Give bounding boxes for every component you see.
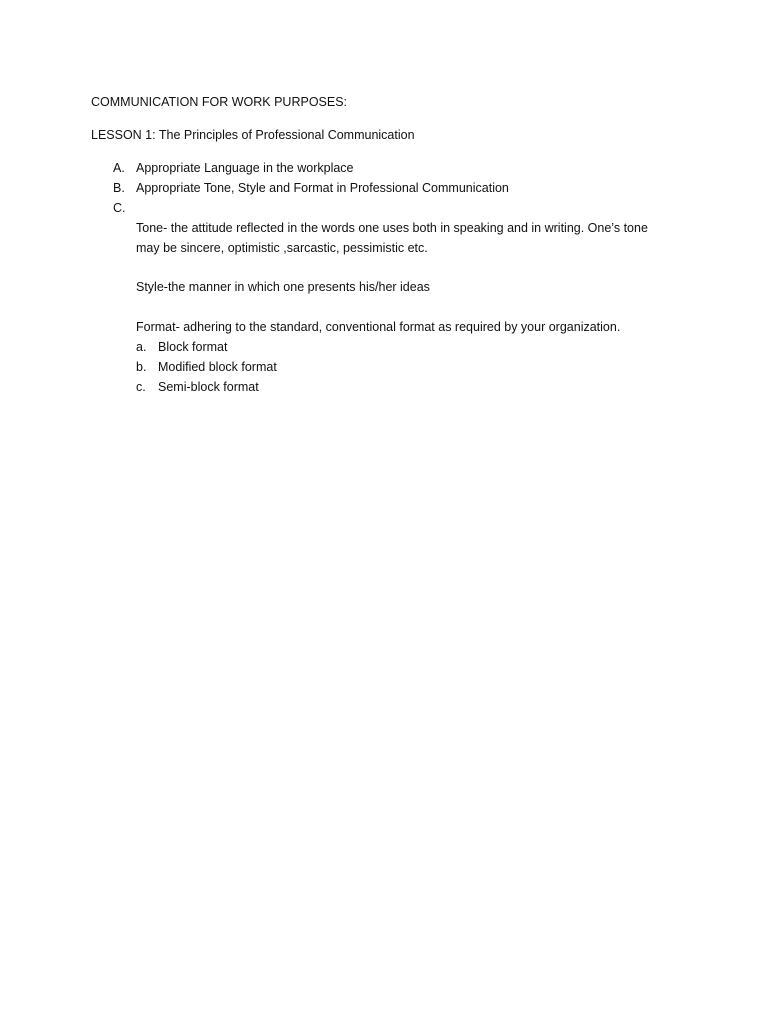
outline-text-b: Appropriate Tone, Style and Format in Professional Communication — [136, 181, 509, 195]
format-marker-a: a. — [136, 340, 147, 354]
outline-marker-c: C. — [113, 201, 126, 215]
outline-text-a: Appropriate Language in the workplace — [136, 161, 354, 175]
format-text-c: Semi-block format — [158, 380, 259, 394]
tone-line-2: may be sincere, optimistic ,sarcastic, pessimistic etc. — [136, 241, 428, 255]
document-heading: COMMUNICATION FOR WORK PURPOSES: — [91, 95, 348, 109]
tone-line-1: Tone- the attitude reflected in the words one uses both in speaking and in writing. One’s tone — [136, 221, 648, 235]
format-text-b: Modified block format — [158, 360, 277, 374]
outline-marker-a: A. — [113, 161, 125, 175]
format-marker-b: b. — [136, 360, 147, 374]
format-text-a: Block format — [158, 340, 228, 354]
style-paragraph: Style-the manner in which one presents his/her ideas — [136, 280, 430, 294]
format-paragraph: Format- adhering to the standard, conventional format as required by your organization. — [136, 320, 621, 334]
outline-marker-b: B. — [113, 181, 125, 195]
format-marker-c: c. — [136, 380, 146, 394]
lesson-title: LESSON 1: The Principles of Professional Communication — [91, 128, 415, 142]
